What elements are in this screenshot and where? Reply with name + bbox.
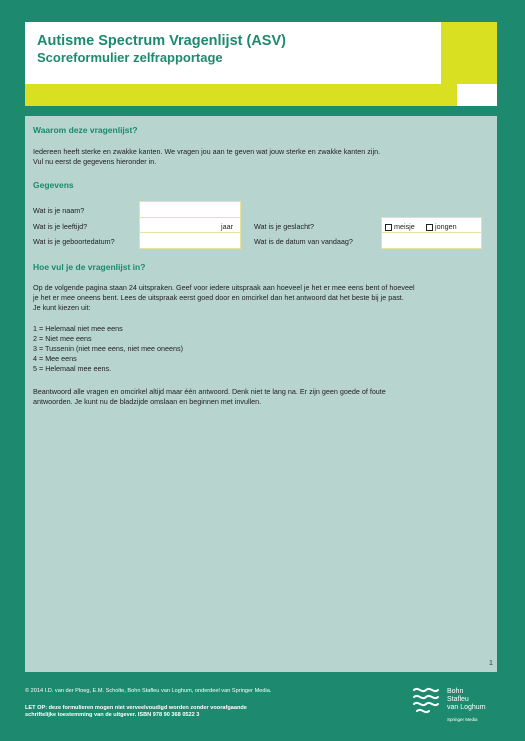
form-title: Autisme Spectrum Vragenlijst (ASV)	[37, 33, 286, 49]
notice-line-1: LET OP: deze formulieren mogen niet verveelvoudigd worden zonder voorafgaande	[25, 705, 247, 711]
birthdate-label: Wat is je geboortedatum?	[33, 237, 115, 246]
howto-intro-2: je het er mee oneens bent. Lees de uitspraak eerst goed door en omcirkel dan het antwoord dat het beste bij je past.	[33, 293, 404, 302]
why-line-1: Iedereen heeft sterke en zwakke kanten. We vragen jou aan te geven wat jouw sterke en zwakke kanten zijn.	[33, 147, 381, 156]
copyright-text: © 2014 I.D. van der Ploeg, E.M. Scholte, Bohn Stafleu van Loghum, onderdeel van Springer Media.	[25, 688, 272, 694]
form-subtitle: Scoreformulier zelfrapportage	[37, 50, 223, 65]
header-accent	[441, 22, 497, 84]
howto-outro-1: Beantwoord alle vragen en omcirkel altijd maar één antwoord. Denk niet te lang na. Er zijn geen goede of foute	[33, 387, 386, 396]
publisher-logo-icon	[411, 684, 441, 714]
checkbox-icon[interactable]	[385, 224, 392, 231]
howto-intro-3: Je kunt kiezen uit:	[33, 303, 91, 312]
notice-line-2: schriftelijke toestemming van de uitgever. ISBN 978 90 368 0522 3	[25, 712, 200, 718]
scale-item: 1 = Helemaal niet mee eens	[33, 324, 123, 333]
today-field[interactable]	[381, 232, 482, 249]
accent-bar	[25, 84, 457, 106]
howto-heading: Hoe vul je de vragenlijst in?	[33, 262, 146, 272]
logo-line-2: Stafleu	[447, 696, 469, 703]
logo-line-1: Bohn	[447, 688, 464, 695]
logo-line-3: van Loghum	[447, 704, 486, 711]
name-field[interactable]	[139, 201, 241, 218]
gender-option-label: jongen	[435, 222, 457, 231]
gender-label: Wat is je geslacht?	[254, 222, 315, 231]
scale-item: 3 = Tussenin (niet mee eens, niet mee oneens)	[33, 344, 184, 353]
howto-outro-2: antwoorden. Je kunt nu de bladzijde omslaan en beginnen met invullen.	[33, 397, 262, 406]
gender-option-meisje[interactable]	[385, 222, 415, 231]
age-unit: jaar	[221, 222, 233, 231]
gender-option-jongen[interactable]	[426, 222, 457, 231]
logo-tagline: Springer Media	[447, 717, 478, 722]
name-label: Wat is je naam?	[33, 206, 85, 215]
today-label: Wat is de datum van vandaag?	[254, 237, 353, 246]
checkbox-icon[interactable]	[426, 224, 433, 231]
age-label: Wat is je leeftijd?	[33, 222, 88, 231]
birthdate-field[interactable]	[139, 232, 241, 249]
gegevens-heading: Gegevens	[33, 180, 74, 190]
accent-bar-end	[457, 84, 497, 106]
why-heading: Waarom deze vragenlijst?	[33, 125, 138, 135]
why-line-2: Vul nu eerst de gegevens hieronder in.	[33, 157, 157, 166]
howto-intro-1: Op de volgende pagina staan 24 uitspraken. Geef voor iedere uitspraak aan hoeveel je het er mee eens bent of hoeveel	[33, 283, 415, 292]
scale-item: 4 = Mee eens	[33, 354, 77, 363]
scale-item: 5 = Helemaal mee eens.	[33, 364, 112, 373]
scale-item: 2 = Niet mee eens	[33, 334, 92, 343]
page-number: 1	[489, 660, 493, 667]
gender-option-label: meisje	[394, 222, 415, 231]
